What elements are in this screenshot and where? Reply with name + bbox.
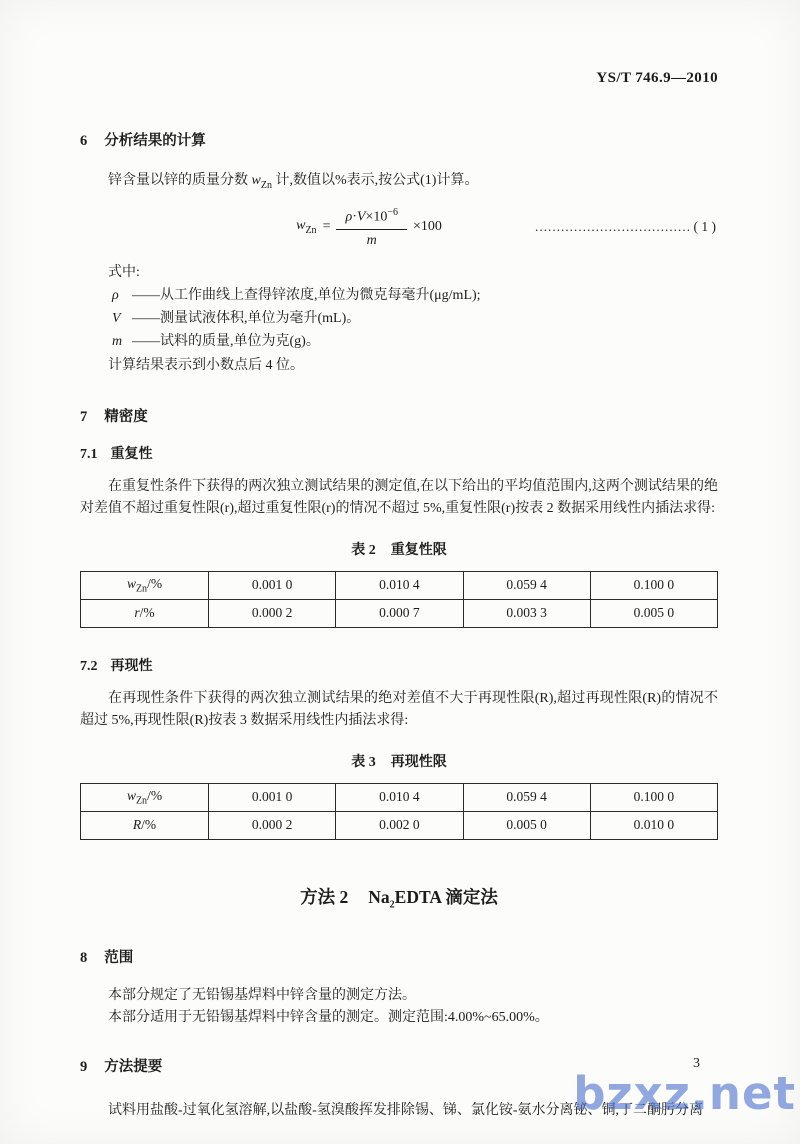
doc-code: YS/T 746.9—2010 bbox=[596, 70, 718, 86]
symbol-R: R bbox=[132, 817, 142, 833]
symbol-definitions bbox=[112, 284, 718, 353]
unit-label: /% bbox=[141, 817, 157, 833]
table-label: 表 3 bbox=[351, 754, 376, 770]
chem-subscript: 2 bbox=[389, 899, 395, 911]
table-title: 重复性限 bbox=[390, 542, 447, 558]
formula-lhs bbox=[296, 218, 316, 236]
section-number: 6 bbox=[80, 133, 88, 149]
result-precision-note: 计算结果表示到小数点后 4 位。 bbox=[108, 357, 304, 373]
section-number: 9 bbox=[80, 1059, 88, 1076]
definition-text: ——从工作曲线上查得锌浓度,单位为微克每毫升(μg/mL); bbox=[132, 287, 481, 303]
symbol-m: m bbox=[112, 333, 123, 349]
table-2 bbox=[80, 571, 718, 628]
section-title: 精密度 bbox=[104, 408, 148, 425]
repeatability-paragraph: 在重复性条件下获得的两次独立测试结果的测定值,在以下给出的平均值范围内,这两个测试结果的绝对差值不超过重复性限(r),超过重复性限(r)的情况不超过 5%,重复性限(r)按表 2 数据采用线性内插法求得: bbox=[80, 478, 718, 516]
symbol-r: r bbox=[134, 605, 140, 621]
table-row bbox=[81, 571, 718, 599]
scope-paragraph-2: 本部分适用于无铅锡基焊料中锌含量的测定。测定范围:4.00%~65.00%。 bbox=[108, 1010, 549, 1026]
definition-m bbox=[112, 330, 718, 353]
table-cell: 0.059 4 bbox=[463, 571, 590, 599]
table-title: 再现性限 bbox=[390, 754, 447, 770]
table-row bbox=[81, 599, 718, 627]
intro-text-pre: 锌含量以锌的质量分数 bbox=[108, 173, 252, 188]
definition-v bbox=[112, 307, 718, 330]
subsection-title: 再现性 bbox=[110, 658, 153, 674]
table-2-caption bbox=[80, 539, 718, 559]
method-2-heading bbox=[80, 884, 718, 911]
table-cell: 0.010 0 bbox=[590, 811, 717, 839]
equals-sign: = bbox=[322, 218, 331, 234]
method-summary-paragraph: 试料用盐酸-过氧化氢溶解,以盐酸-氢溴酸挥发排除锡、锑、氯化铵-氨水分离铋、铜,丁二酮肟分离 bbox=[108, 1103, 703, 1119]
table-cell: 0.100 0 bbox=[590, 571, 717, 599]
symbol-w-subscript: Zn bbox=[135, 583, 148, 595]
table-cell: 0.001 0 bbox=[209, 783, 336, 811]
table-cell: 0.001 0 bbox=[209, 571, 336, 599]
table-cell: 0.000 2 bbox=[209, 811, 336, 839]
fraction bbox=[336, 205, 407, 248]
equation-number: ( 1 ) bbox=[693, 218, 716, 234]
definition-text: ——测量试液体积,单位为毫升(mL)。 bbox=[132, 310, 361, 326]
section-title: 分析结果的计算 bbox=[104, 133, 206, 149]
variable-rho: ρ bbox=[345, 210, 353, 226]
symbol-w: w bbox=[126, 787, 136, 803]
page-number: 3 bbox=[693, 1056, 700, 1071]
fraction-denominator bbox=[367, 230, 377, 248]
section-8-heading bbox=[80, 946, 718, 967]
table-cell: 0.010 4 bbox=[336, 571, 463, 599]
subsection-number: 7.2 bbox=[80, 658, 98, 674]
variable-w: w bbox=[296, 217, 306, 233]
symbol-w: w bbox=[126, 575, 136, 591]
variable-v: V bbox=[356, 210, 366, 226]
row-header-R bbox=[81, 811, 209, 839]
table-cell: 0.000 2 bbox=[209, 599, 336, 627]
subsection-title: 重复性 bbox=[110, 446, 153, 462]
scope-paragraph-1: 本部分规定了无铅锡基焊料中锌含量的测定方法。 bbox=[108, 988, 416, 1004]
formula-1 bbox=[80, 203, 718, 251]
table-3 bbox=[80, 783, 718, 840]
unit-label: /% bbox=[147, 575, 163, 591]
table-label: 表 2 bbox=[351, 542, 376, 558]
table-cell: 0.059 4 bbox=[463, 783, 590, 811]
table-cell: 0.005 0 bbox=[590, 599, 717, 627]
definition-rho bbox=[112, 284, 718, 307]
where-label: 式中: bbox=[108, 264, 140, 280]
times-hundred: ×100 bbox=[412, 218, 442, 234]
intro-text-post: 计,数值以%表示,按公式(1)计算。 bbox=[271, 173, 479, 188]
table-cell: 0.010 4 bbox=[336, 783, 463, 811]
table-3-caption bbox=[80, 751, 718, 771]
variable-m: m bbox=[366, 233, 377, 249]
row-header-r bbox=[81, 599, 209, 627]
variable-w: w bbox=[251, 173, 261, 188]
variable-w-subscript: Zn bbox=[305, 224, 317, 236]
s6-intro-paragraph bbox=[80, 170, 718, 197]
watermark: bzxz.net bbox=[573, 1067, 796, 1120]
symbol-w-subscript: Zn bbox=[135, 795, 148, 807]
table-cell: 0.000 7 bbox=[336, 599, 463, 627]
table-cell: 0.003 3 bbox=[463, 599, 590, 627]
table-row bbox=[81, 811, 718, 839]
formula-expression bbox=[296, 205, 442, 248]
section-number: 7 bbox=[80, 408, 88, 425]
table-cell: 0.002 0 bbox=[336, 811, 463, 839]
exponent: −6 bbox=[387, 207, 398, 219]
variable-w-subscript: Zn bbox=[260, 179, 272, 191]
section-6-heading bbox=[80, 129, 718, 150]
fraction-numerator bbox=[336, 205, 407, 230]
dot-leader: ……………………………… bbox=[534, 218, 691, 234]
symbol-rho: ρ bbox=[112, 287, 119, 303]
definition-text: ——试料的质量,单位为克(g)。 bbox=[132, 333, 320, 349]
method-title: 滴定法 bbox=[441, 886, 498, 907]
symbol-v: V bbox=[112, 310, 121, 326]
multiplication-dot: · bbox=[352, 210, 357, 226]
table-row bbox=[81, 783, 718, 811]
section-7-2-heading bbox=[80, 655, 718, 675]
row-header-wzn bbox=[81, 783, 209, 811]
subsection-number: 7.1 bbox=[80, 446, 98, 462]
method-label: 方法 2 bbox=[300, 886, 349, 907]
section-7-heading bbox=[80, 405, 718, 426]
times-ten: ×10 bbox=[365, 210, 388, 226]
chem-post: EDTA bbox=[394, 886, 441, 907]
section-title: 范围 bbox=[104, 950, 134, 967]
section-7-1-heading bbox=[80, 443, 718, 463]
table-cell: 0.005 0 bbox=[463, 811, 590, 839]
unit-label: /% bbox=[139, 605, 155, 621]
chemical-name bbox=[368, 886, 441, 911]
row-header-wzn bbox=[81, 571, 209, 599]
formula-leader bbox=[535, 219, 717, 235]
reproducibility-paragraph: 在再现性条件下获得的两次独立测试结果的绝对差值不大于再现性限(R),超过再现性限(R)的情况不超过 5%,再现性限(R)按表 3 数据采用线性内插法求得: bbox=[80, 690, 718, 728]
chem-base: Na bbox=[368, 886, 390, 907]
unit-label: /% bbox=[147, 787, 163, 803]
table-cell: 0.100 0 bbox=[590, 783, 717, 811]
section-number: 8 bbox=[80, 950, 88, 967]
section-title: 方法提要 bbox=[104, 1059, 163, 1076]
